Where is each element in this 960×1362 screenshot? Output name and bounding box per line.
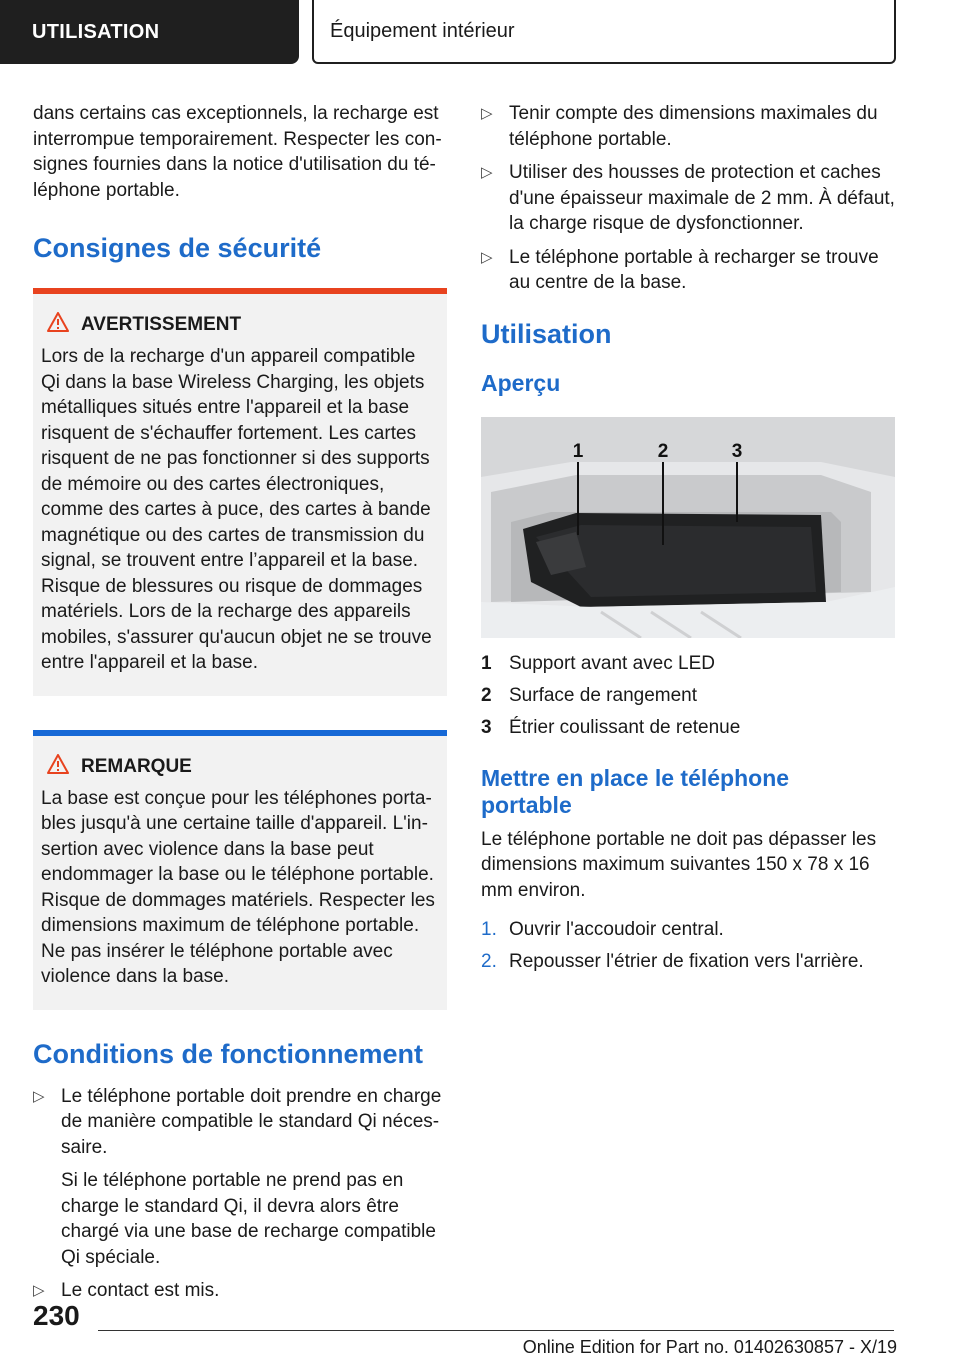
step-text: Ouvrir l'accoudoir central. xyxy=(509,919,724,940)
warning-box xyxy=(33,288,447,696)
warning-title-text: AVERTISSEMENT xyxy=(81,314,242,335)
triangle-bullet-icon: ▷ xyxy=(481,248,493,266)
section-label: UTILISATION xyxy=(32,20,160,43)
legend-item xyxy=(481,715,895,740)
edition-label: Online Edition for Part no. 01402630857 - X/19 xyxy=(522,1337,897,1357)
list-item xyxy=(481,101,895,152)
intro-paragraph: dans certains cas exceptionnels, la recharge est interrompue temporairement. Respecter les consignes fournies dans la notice d'utilisation du téléphone portable. xyxy=(33,103,442,201)
legend-text: Surface de rangement xyxy=(509,684,698,706)
usage-heading: Utilisation xyxy=(481,318,612,349)
note-title xyxy=(47,754,439,780)
note-title-text: REMARQUE xyxy=(81,755,192,777)
legend-text: Étrier coulissant de retenue xyxy=(509,716,741,738)
requirements-list xyxy=(481,101,895,296)
list-item xyxy=(481,245,895,296)
page-number: 230 xyxy=(33,1300,80,1331)
note-box xyxy=(33,730,447,1010)
overview-heading: Aperçu xyxy=(481,369,561,396)
photo-label-3: 3 xyxy=(731,440,743,462)
warning-title xyxy=(47,312,439,338)
list-item xyxy=(33,1084,447,1271)
steps-list xyxy=(481,917,895,974)
bullet-text: Utiliser des housses de protection et caches d'une épaisseur maximale de 2 mm. À défaut, la charge risque de dysfonctionner. xyxy=(509,162,895,234)
right-column xyxy=(481,101,895,981)
place-phone-heading: Mettre en place le téléphone portable xyxy=(481,764,790,818)
photo-label-2: 2 xyxy=(657,440,669,462)
bullet-subtext: Si le téléphone portable ne prend pas en charge le standard Qi, il devra alors être chargé via une base de recharge compatible Qi spéciale. xyxy=(61,1170,436,1268)
bullet-text: Le téléphone portable à recharger se trouve au centre de la base. xyxy=(509,246,879,293)
footer-divider xyxy=(98,1330,894,1331)
triangle-bullet-icon: ▷ xyxy=(481,105,493,122)
warning-icon xyxy=(47,312,69,338)
chapter-label: Équipement intérieur xyxy=(330,19,515,42)
place-phone-text: Le téléphone portable ne doit pas dépasser les dimensions maximum suivantes 150 x 78 x 16 mm environ. xyxy=(481,828,877,901)
step-number: 1. xyxy=(481,919,497,940)
notice-icon xyxy=(47,754,69,780)
legend-number: 2 xyxy=(481,684,492,706)
bullet-text: Le contact est mis. xyxy=(61,1280,220,1301)
photo-label-1: 1 xyxy=(572,440,584,462)
legend-item xyxy=(481,683,895,708)
bullet-text: Tenir compte des dimensions maximales du téléphone portable. xyxy=(509,103,878,150)
step-item xyxy=(481,917,895,942)
warning-text: Lors de la recharge d'un appareil compatible Qi dans la base Wireless Charging, les objets métalliques situés entre l'appareil et la base risquent de s'échauffer fortement. Les cartes risquent de ne pas fonctionner si des supports de mémoire ou des cartes électroniques, comme des cartes à puce, des cartes à bande magnétique ou des cartes de transmission du signal, se trouvent entre l’appareil et la base. Risque de blessures ou risque de dommages matériels. Lors de la recharge des appareils mobiles, s'assurer qu'aucun objet ne se trouve entre l'appareil et la base. xyxy=(41,346,432,673)
note-text: La base est conçue pour les téléphones portables jusqu'à une certaine taille d'appareil. L'insertion avec violence dans la base peut endommager la base ou le téléphone portable. Risque de dommages matériels. Respecter les dimensions maximum de téléphone portable. Ne pas insérer le téléphone portable avec violence dans la base. xyxy=(41,787,435,987)
left-column xyxy=(33,101,447,1312)
bullet-text: Le téléphone portable doit prendre en charge de manière compatible le standard Qi nécessaire. xyxy=(61,1085,442,1158)
list-item xyxy=(33,1278,447,1304)
legend-text: Support avant avec LED xyxy=(509,652,715,674)
list-item xyxy=(481,160,895,237)
step-number: 2. xyxy=(481,951,497,972)
triangle-bullet-icon: ▷ xyxy=(481,164,493,181)
section-tab xyxy=(0,0,299,64)
conditions-heading: Conditions de fonctionnement xyxy=(33,1038,423,1069)
triangle-bullet-icon: ▷ xyxy=(33,1087,45,1105)
chapter-tab xyxy=(312,0,896,64)
conditions-list xyxy=(33,1084,447,1304)
safety-heading: Consignes de sécurité xyxy=(33,233,322,263)
photo-legend xyxy=(481,651,895,740)
legend-number: 1 xyxy=(481,652,492,674)
step-text: Repousser l'étrier de fixation vers l'arrière. xyxy=(509,951,864,972)
triangle-bullet-icon: ▷ xyxy=(33,1282,45,1299)
charging-tray-photo xyxy=(481,417,895,638)
legend-item xyxy=(481,651,895,676)
step-item xyxy=(481,949,895,974)
legend-number: 3 xyxy=(481,716,492,738)
